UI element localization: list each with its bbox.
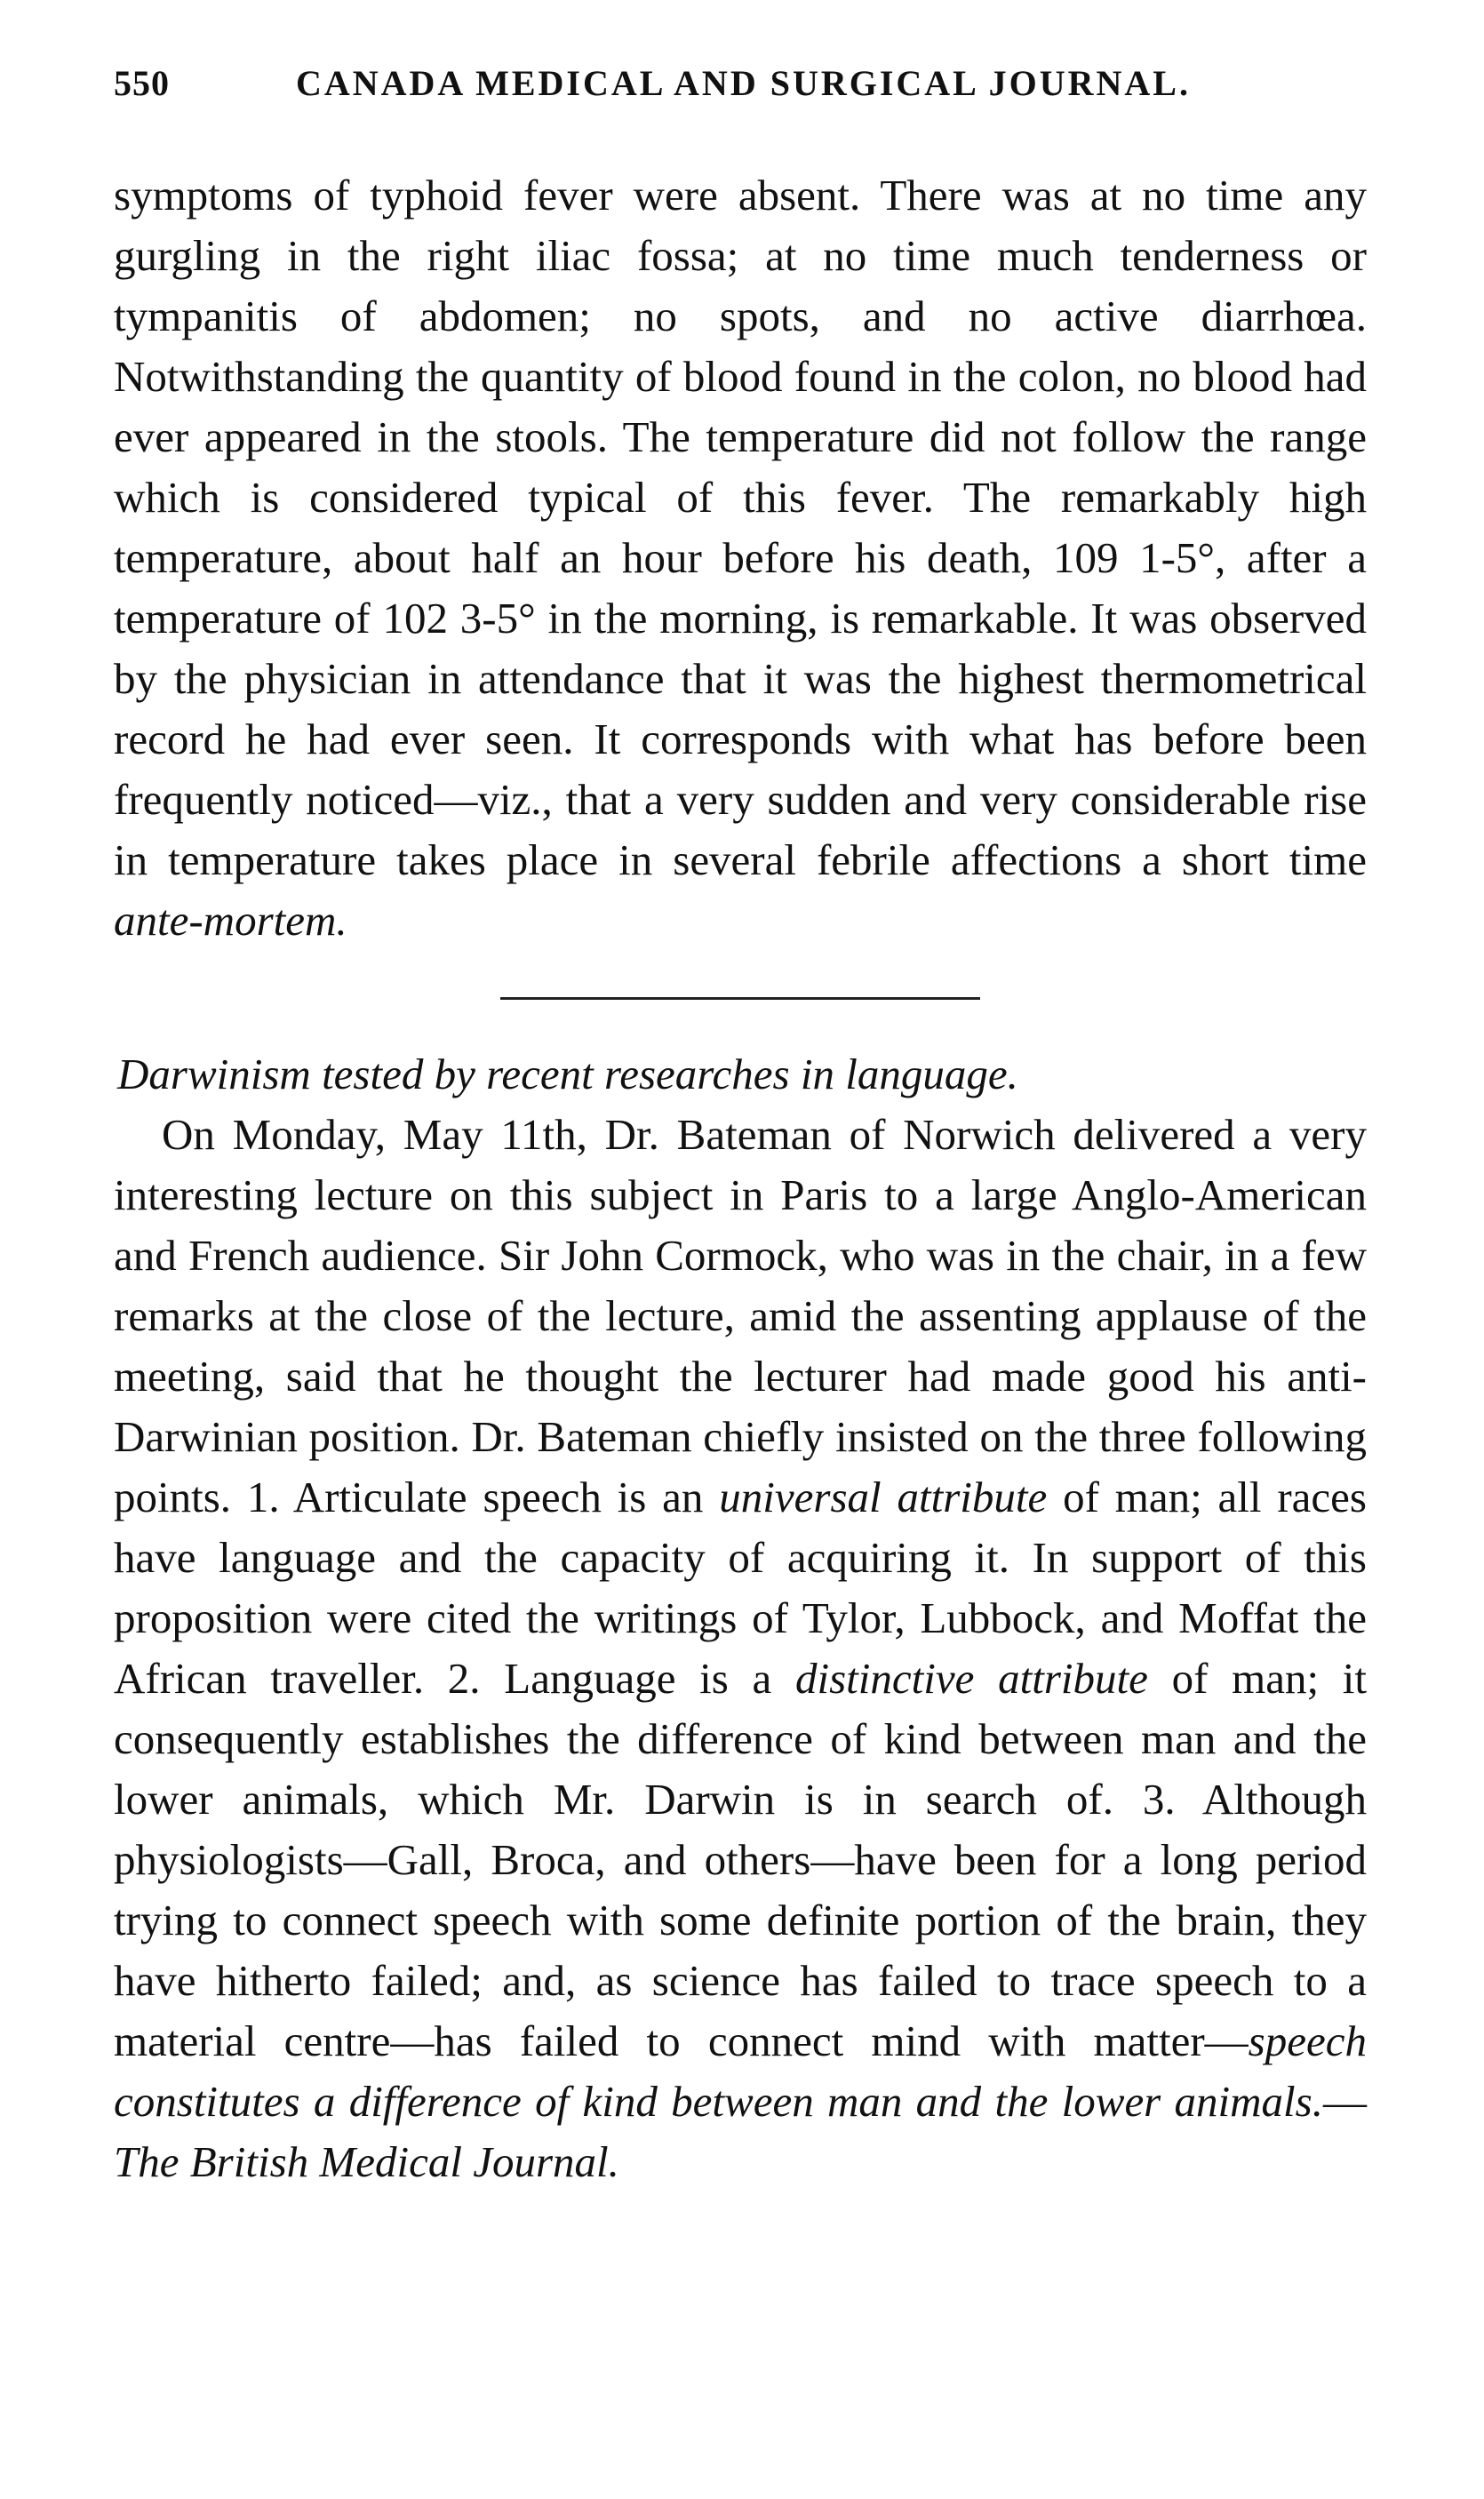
- article-emphasis-1: universal attribute: [719, 1473, 1048, 1521]
- journal-title: CANADA MEDICAL AND SURGICAL JOURNAL.: [296, 63, 1191, 103]
- ante-mortem-emphasis: ante-mortem.: [114, 896, 347, 945]
- page-number: 550: [114, 63, 170, 103]
- article-paragraph: [114, 1105, 1367, 2192]
- case-report-paragraph: [114, 165, 1367, 951]
- section-divider: [500, 997, 980, 1000]
- running-head: [114, 62, 1367, 124]
- article-text-3: of man; it consequently establishes the difference of kind between man and the lower animals, which Mr. Darwin is in search of. 3. Although physiologists—Gall, Broca, and others—have been for a long period trying to connect speech with some definite portion of the brain, they have hitherto failed; and, as science has failed to trace speech to a material centre—has failed to connect mind with matter—: [114, 1654, 1368, 2065]
- article-emphasis-2: distinctive attribute: [795, 1654, 1148, 1703]
- article-text-4: —: [1323, 2077, 1367, 2126]
- journal-page: [114, 62, 1367, 2192]
- article-text-2: of man; all races have language and the capacity of acquiring it. In support of this proposition were cited the writings of Tylor, Lubbock, and Moffat the African traveller. 2. Language is a: [114, 1473, 1367, 1703]
- article-text-1: On Monday, May 11th, Dr. Bateman of Norwich delivered a very interesting lecture on this subject in Paris to a large Anglo-American and French audience. Sir John Cormock, who was in the chair, in a few remarks at the close of the lecture, amid the assenting applause of the meeting, said that he thought the lecturer had made good his anti-Darwinian position. Dr. Bateman chiefly insisted on the three following points. 1. Articulate speech is an: [114, 1110, 1367, 1521]
- article-emphasis-3: speech constitutes a difference of kind between man and the lower animals.: [114, 2016, 1367, 2126]
- case-report-text: symptoms of typhoid fever were absent. There was at no time any gurgling in the right iliac fossa; at no time much tenderness or tympanitis of abdomen; no spots, and no active diarrhœa. Notwithstanding the quantity of blood found in the colon, no blood had ever appeared in the stools. The temperature did not follow the range which is considered typical of this fever. The remarkably high temperature, about half an hour before his death, 109 1-5°, after a temperature of 102 3-5° in the morning, is remarkable. It was observed by the physician in attendance that it was the highest thermometrical record he had ever seen. It corresponds with what has before been frequently noticed—viz., that a very sudden and very considerable rise in temperature takes place in several febrile affections a short time: [114, 171, 1367, 884]
- article-heading: Darwinism tested by recent researches in language.: [117, 1050, 1018, 1098]
- article-source: The British Medical Journal.: [114, 2137, 619, 2186]
